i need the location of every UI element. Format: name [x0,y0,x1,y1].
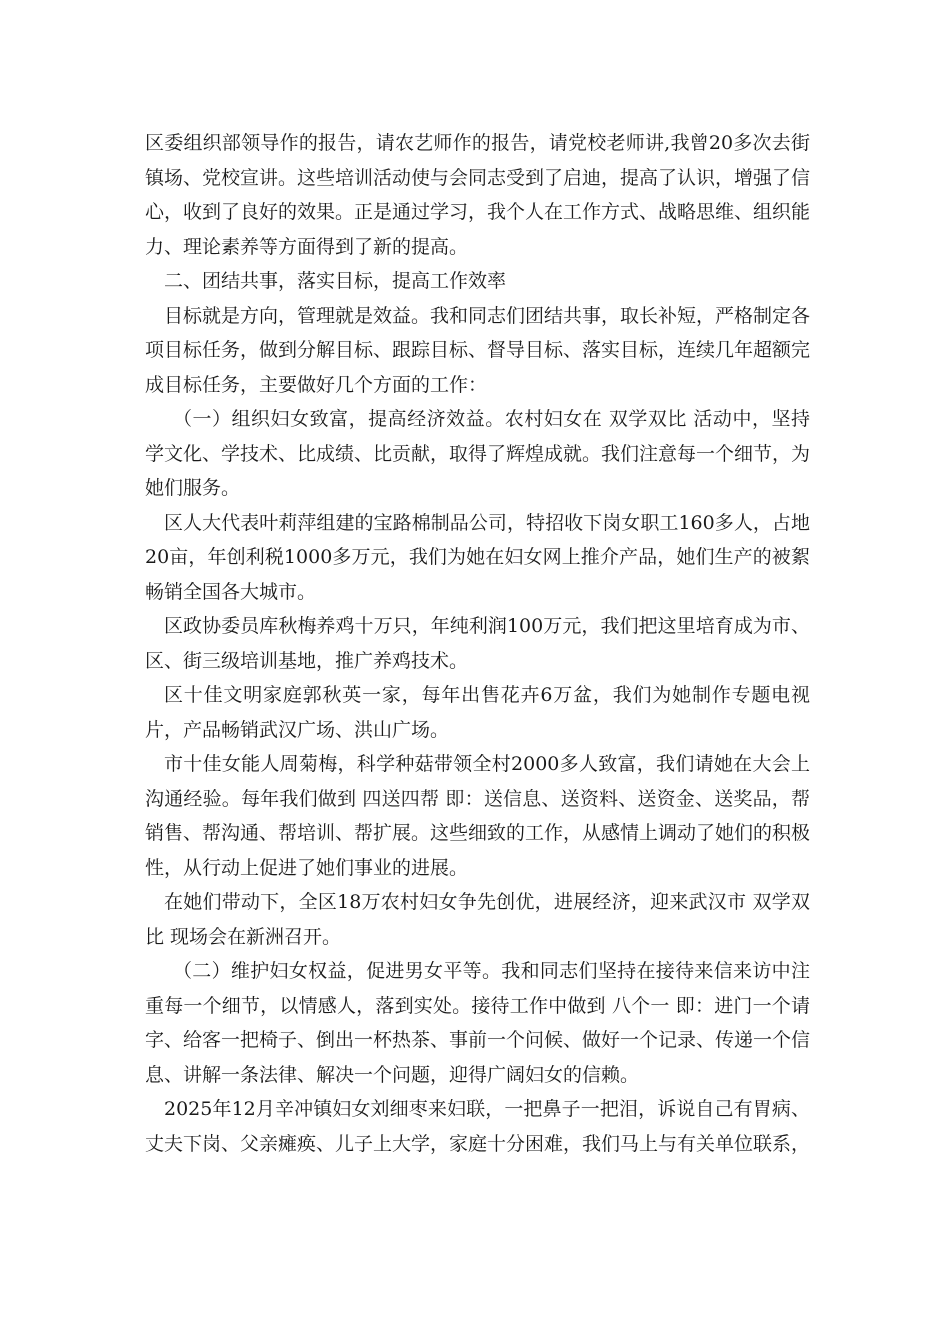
paragraph-goals: 目标就是方向，管理就是效益。我和同志们团结共事，取长补短，严格制定各项目标任务，做到分解目标、跟踪目标、督导目标、落实目标，连续几年超额完成目标任务，主要做好几个方面的工作： [145,304,811,396]
paragraph-ye-liping: 区人大代表叶莉萍组建的宝路棉制品公司，特招收下岗女职工160多人，占地20亩，年创利税1000多万元，我们为她在妇女网上推介产品，她们生产的被絮畅销全国各大城市。 [145,511,810,603]
section-heading-two: 二、团结共事，落实目标，提高工作效率 [164,270,507,292]
paragraph-guo-qiuying: 区十佳文明家庭郭秋英一家，每年出售花卉6万盆，我们为她制作专题电视片，产品畅销武汉广场、洪山广场。 [145,684,810,741]
subsection-heading-two: （二）维护妇女权益，促进男女平等。我和同志们坚持在接待来信来访中注重每一个细节，以情感人，落到实处。接待工作中做到 八个一 即：进门一个请字、给客一把椅子、倒出一杯热茶、事前一个问候、做好一个记录、传递一个信息、讲解一条法律、解决一个问题，迎得广阔妇女的信赖。 [145,960,811,1086]
subsection-heading-one: （一）组织妇女致富，提高经济效益。农村妇女在 双学双比 活动中，坚持学文化、学技术、比成绩、比贡献，取得了辉煌成就。我们注意每一个细节，为她们服务。 [145,408,811,499]
paragraph-ku-qiumei: 区政协委员库秋梅养鸡十万只，年纯利润100万元，我们把这里培育成为市、区、街三级培训基地，推广养鸡技术。 [145,615,810,672]
paragraph-training: 区委组织部领导作的报告，请农艺师作的报告，请党校老师讲,我曾20多次去街镇场、党校宣讲。这些培训活动使与会同志受到了启迪，提高了认识，增强了信心，收到了良好的效果。正是通过学习，我个人在工作方式、战略思维、组织能力、理论素养等方面得到了新的提高。 [145,132,811,258]
paragraph-zhou-jumei: 市十佳女能人周菊梅，科学种菇带领全村2000多人致富，我们请她在大会上沟通经验。每年我们做到 四送四帮 即：送信息、送资料、送资金、送奖品，帮销售、帮沟通、帮培训、帮扩展。这些细致的工作，从感情上调动了她们的积极性，从行动上促进了她们事业的进展。 [145,753,811,879]
paragraph-liu-xizao: 2025年12月辛冲镇妇女刘细枣来妇联，一把鼻子一把泪，诉说自己有胃病、丈夫下岗、父亲瘫痪、儿子上大学，家庭十分困难，我们马上与有关单位联系， [145,1098,811,1155]
document-body [145,126,810,1161]
paragraph-district-women: 在她们带动下，全区18万农村妇女争先创优，进展经济，迎来武汉市 双学双比 现场会在新洲召开。 [145,891,810,948]
